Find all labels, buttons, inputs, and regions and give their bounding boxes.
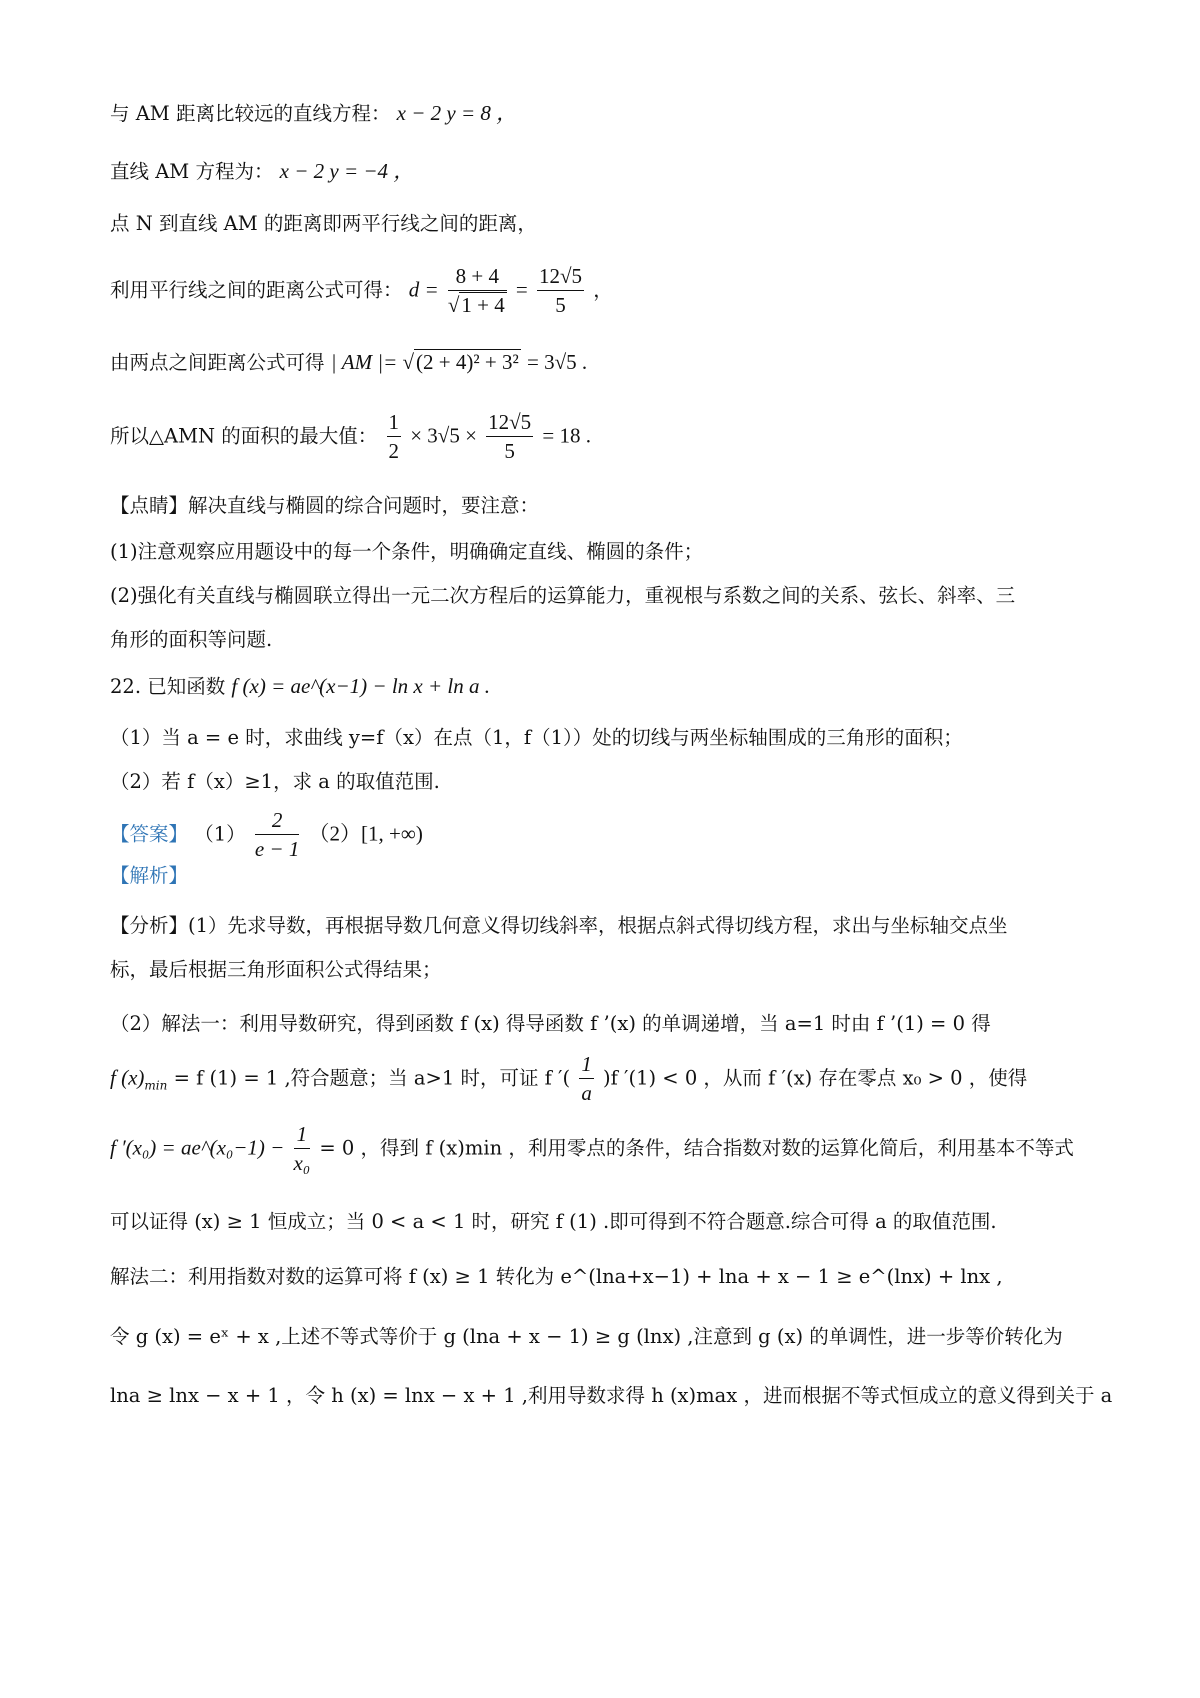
line-23: [110, 1327, 1063, 1347]
text: 可以证得 (x) ≥ 1 恒成立；当 0 < a < 1 时，研究 f (1) .即可得到不符合题意.综合可得 a 的取值范围.: [110, 1210, 997, 1233]
text: 解法二：利用指数对数的运算可将 f (x) ≥ 1 转化为 e^(lna+x−1) + lna + x − 1 ≥ e^(lnx) + lnx ,: [110, 1265, 1003, 1288]
text: )f ′(1) < 0 ，从而 f ′(x) 存在零点 x₀ > 0 ，使得: [603, 1066, 1028, 1090]
text: （2）解法一：利用导数研究，得到函数 f (x) 得导函数 f ’(x) 的单调递增，当 a=1 时由 f ’(1) = 0 得: [110, 1012, 991, 1035]
numerator: 8 + 4: [448, 266, 507, 291]
derivative-eq: f ′(x₀) = ae^(x₀−1) −: [110, 1135, 285, 1160]
result: = 18 .: [542, 423, 591, 448]
text: 点 N 到直线 AM 的距离即两平行线之间的距离，: [110, 212, 537, 235]
numerator: 1: [579, 1054, 594, 1079]
line-13: [110, 772, 440, 792]
line-22: [110, 1267, 1003, 1287]
line-16: [110, 916, 1008, 936]
equation: x − 2 y = 8 ，: [396, 101, 518, 125]
fraction-half: [387, 412, 402, 462]
f-x: f (x): [110, 1065, 145, 1090]
punct: ，: [593, 278, 613, 302]
function-def: f (x) = ae^(x−1) − ln x + ln a .: [231, 674, 490, 698]
abs-am: | AM |=: [330, 350, 403, 374]
numerator: 1: [294, 1124, 311, 1149]
answer-fraction: [255, 810, 300, 860]
line-5: 由两点之间距离公式可得 | AM |= √(2 + 4)² + 3² = 3√5 .: [110, 350, 588, 374]
line-17: [110, 960, 442, 980]
denominator: a: [581, 1081, 592, 1105]
denominator: x₀: [293, 1151, 311, 1175]
answer-tag: 【答案】: [110, 822, 189, 846]
line-7: [110, 496, 539, 516]
distance-var: d =: [408, 277, 439, 302]
line-6: [110, 412, 591, 462]
text: 直线 AM 方程为：: [110, 160, 274, 183]
text: 角形的面积等问题.: [110, 628, 273, 651]
numerator: 1: [387, 412, 402, 437]
line-12: [110, 728, 963, 748]
fraction-1-over-x0: [294, 1124, 311, 1174]
text: 【分析】(1）先求导数，再根据导数几何意义得切线斜率，根据点斜式得切线方程，求出与坐标轴交点坐: [110, 914, 1008, 937]
fraction-2: [537, 266, 584, 316]
problem-22: [110, 676, 490, 697]
text: 与 AM 距离比较远的直线方程：: [110, 102, 391, 125]
denominator: √1 + 4: [447, 293, 505, 317]
result: = 3√5 .: [527, 350, 588, 374]
line-19: [110, 1054, 1027, 1104]
line-20: [110, 1124, 1074, 1174]
text: = 0 ，得到 f (x)min ，利用零点的条件，结合指数对数的运算化简后，利用基本不等式: [319, 1136, 1074, 1160]
text: 由两点之间距离公式可得: [110, 351, 325, 374]
fraction-2: [486, 412, 533, 462]
denominator: 5: [504, 439, 515, 463]
line-10: [110, 630, 272, 650]
text: 【点睛】解决直线与椭圆的综合问题时，要注意：: [110, 494, 540, 517]
product: × 3√5 ×: [410, 423, 477, 448]
equals: =: [515, 277, 528, 302]
text: (2)强化有关直线与椭圆联立得出一元二次方程后的运算能力，重视根与系数之间的关系、弦长、斜率、三: [110, 584, 1016, 607]
line-24: [110, 1386, 1112, 1406]
equation: x − 2 y = −4 ，: [279, 159, 415, 183]
line-2: [110, 161, 414, 182]
answer-line: [110, 810, 423, 860]
text: = f (1) = 1 ,符合题意；当 a>1 时，可证 f ′(: [173, 1066, 571, 1090]
line-21: [110, 1212, 997, 1232]
text: 令 g (x) = eˣ + x ,上述不等式等价于 g (lna + x − 1) ≥ g (lnx) ,注意到 g (x) 的单调性，进一步等价转化为: [110, 1325, 1063, 1348]
text: 22. 已知函数: [110, 675, 232, 698]
text: lna ≥ lnx − x + 1 ，令 h (x) = lnx − x + 1 ,利用导数求得 h (x)max ，进而根据不等式恒成立的意义得到关于 a: [110, 1384, 1113, 1407]
analysis-tag: [110, 866, 188, 886]
denominator: 5: [555, 293, 566, 317]
line-9: [110, 586, 1015, 606]
denominator: e − 1: [254, 837, 300, 861]
numerator: 12√5: [537, 266, 584, 291]
line-8: [110, 542, 703, 562]
text: (1)注意观察应用题设中的每一个条件，明确确定直线、椭圆的条件；: [110, 540, 704, 563]
fraction-1-over-a: [579, 1054, 594, 1104]
text: （2）若 f（x）≥1，求 a 的取值范围.: [110, 770, 440, 793]
radicand: (2 + 4)² + 3²: [416, 350, 519, 374]
fraction-1: [448, 266, 507, 316]
numerator: 2: [255, 810, 300, 835]
radicand: 1 + 4: [461, 293, 505, 317]
part-1: （1）: [194, 822, 246, 846]
line-3: [110, 214, 537, 234]
numerator: 12√5: [486, 412, 533, 437]
analysis-tag-label: 【解析】: [110, 864, 189, 887]
text: （1）当 a = e 时，求曲线 y=f（x）在点（1，f（1））处的切线与两坐标轴围成的三角形的面积；: [110, 726, 963, 749]
min-sub: min: [144, 1078, 168, 1093]
text: 标，最后根据三角形面积公式得结果；: [110, 958, 442, 981]
text: 利用平行线之间的距离公式可得：: [110, 278, 403, 302]
line-18: [110, 1014, 991, 1034]
denominator: 2: [388, 439, 400, 463]
text: 所以△AMN 的面积的最大值：: [110, 424, 378, 448]
line-4: [110, 266, 613, 316]
part-2: （2）[1, +∞): [308, 821, 423, 846]
line-1: [110, 103, 517, 124]
